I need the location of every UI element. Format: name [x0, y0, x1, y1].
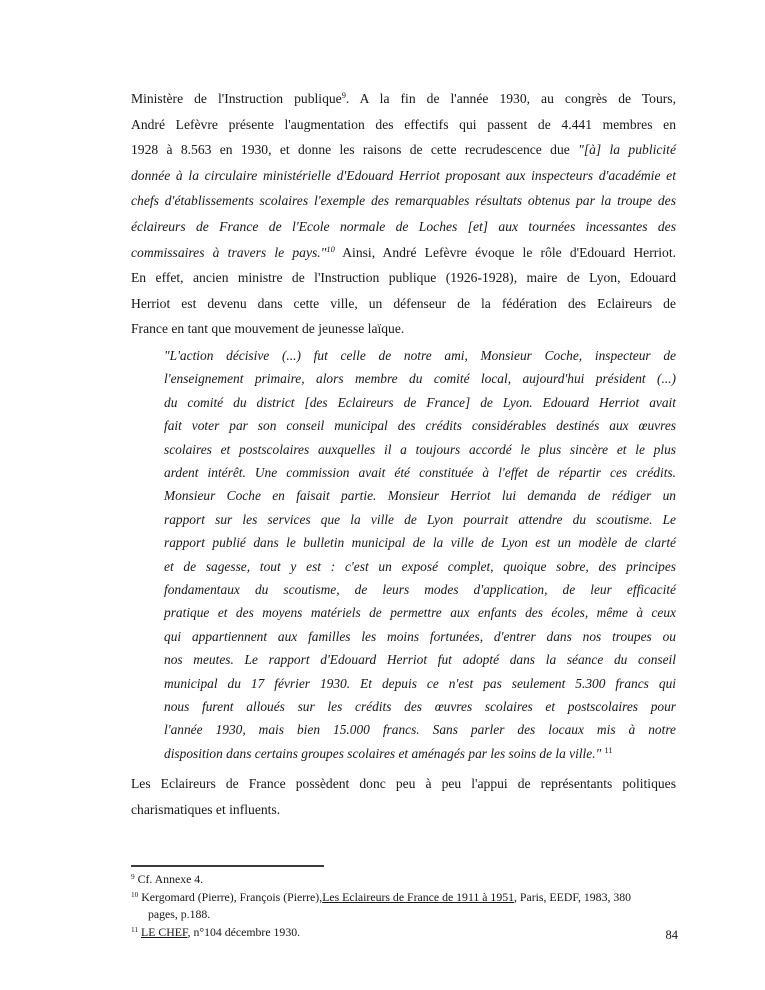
text-segment: rapport publié dans le bulletin municipal de la ville de Lyon est un modèle de clarté — [164, 535, 676, 551]
text-segment: . A la fin de l'année 1930, au congrès de Tours, — [345, 91, 676, 106]
text-line — [164, 367, 676, 390]
text-segment: commissaires à travers le pays." — [131, 244, 327, 260]
text-line — [131, 889, 679, 907]
text-segment: éclaireurs de France de l'Ecole normale de Loches [et] aux tournées incessantes des — [131, 218, 676, 234]
text-segment: Ministère de l'Instruction publique — [131, 91, 342, 106]
footnote-reference: 10 — [326, 243, 335, 254]
underlined-citation: LE CHEF — [140, 925, 188, 940]
text-line — [164, 578, 676, 601]
text-segment: Herriot est devenu dans cette ville, un défenseur de la fédération des Eclaireurs de — [131, 295, 676, 311]
text-line — [131, 906, 679, 924]
text-line — [131, 214, 676, 240]
text-segment: charismatiques et influents. — [131, 801, 281, 817]
text-line — [164, 718, 676, 741]
footnote-reference: 11 — [604, 746, 613, 756]
text-segment: pratique et des moyens matériels de permettre aux enfants des écoles, même à ceux — [164, 605, 676, 621]
footnote-reference: 10 — [131, 889, 139, 899]
text-line — [164, 695, 676, 718]
text-line — [164, 625, 676, 648]
text-segment: scolaires et postscolaires auxquelles il a toujours accordé le plus sincère et le plus — [164, 441, 676, 457]
text-segment: 1928 à 8.563 en 1930, et donne les raisons de cette recrudescence due — [131, 142, 579, 158]
text-segment: nous furent alloués sur les crédits des œuvres scolaires et postscolaires pour — [164, 699, 676, 715]
footnote-reference: 11 — [131, 925, 139, 935]
footnotes-section — [131, 865, 679, 942]
text-line — [131, 871, 679, 889]
text-line — [164, 742, 676, 765]
text-segment: l'enseignement primaire, alors membre du comité local, aujourd'hui président (...) — [164, 371, 676, 387]
text-line — [131, 112, 676, 138]
text-segment: disposition dans certains groupes scolaires et aménagés par les soins de la ville." — [164, 745, 605, 761]
underlined-citation: Les Eclaireurs de France de 1911 à 1951 — [322, 889, 515, 904]
text-line — [131, 240, 676, 266]
text-line — [131, 291, 676, 317]
text-segment: "L'action décisive (...) fut celle de notre ami, Monsieur Coche, inspecteur de — [164, 347, 676, 363]
text-line — [164, 648, 676, 671]
text-segment: nos meutes. Le rapport d'Edouard Herriot fut adopté dans la séance du conseil — [164, 652, 676, 668]
page-number: 84 — [665, 928, 678, 942]
text-line — [131, 265, 676, 291]
text-line — [131, 188, 676, 214]
text-segment: du comité du district [des Eclaireurs de France] de Lyon. Edouard Herriot avait — [164, 394, 676, 410]
text-line — [164, 461, 676, 484]
text-line — [164, 531, 676, 554]
text-line — [131, 771, 676, 797]
text-segment: "[à] la publicité — [578, 142, 676, 158]
text-line — [131, 924, 679, 942]
blockquote-herriot-report — [164, 344, 676, 765]
text-line — [164, 484, 676, 507]
text-segment: fait voter par son conseil municipal des crédits considérables destinés aux œuvres — [164, 418, 676, 434]
text-segment: En effet, ancien ministre de l'Instruction publique (1926-1928), maire de Lyon, Edouard — [131, 270, 676, 286]
body-text — [131, 86, 676, 822]
text-segment: Cf. Annexe 4. — [134, 872, 204, 886]
text-line — [131, 137, 676, 163]
text-line — [164, 344, 676, 367]
text-segment: Kergomard (Pierre), François (Pierre), — [138, 889, 323, 904]
text-line — [164, 672, 676, 695]
text-line — [164, 391, 676, 414]
paragraph-intro — [131, 86, 676, 342]
text-segment: ardent intérêt. Une commission avait été constituée à l'effet de répartir ces crédits. — [164, 464, 676, 480]
text-segment: Ainsi, André Lefèvre évoque le rôle d'Edouard Herriot. — [334, 244, 677, 260]
text-segment: , Paris, EEDF, 1983, 380 — [514, 889, 632, 904]
text-segment: , n°104 décembre 1930. — [187, 925, 301, 940]
footnote-reference: 9 — [341, 90, 346, 101]
text-segment: chefs d'établissements scolaires l'exemple des remarquables résultats obtenus par la troupe des — [131, 193, 676, 209]
text-segment: donnée à la circulaire ministérielle d'Edouard Herriot proposant aux inspecteurs d'académie et — [131, 167, 676, 183]
text-segment: municipal du 17 février 1930. Et depuis ce n'est pas seulement 5.300 francs qui — [164, 675, 676, 691]
text-segment: fondamentaux du scoutisme, de leurs modes d'application, de leur efficacité — [164, 582, 676, 597]
footnote-list — [131, 871, 679, 942]
text-line — [164, 555, 676, 578]
text-line — [131, 797, 676, 823]
paragraph-conclusion — [131, 771, 676, 822]
text-segment: pages, p.188. — [148, 907, 211, 922]
text-line — [131, 163, 676, 189]
text-line — [164, 414, 676, 437]
text-segment: Les Eclaireurs de France possèdent donc peu à peu l'appui de représentants politiques — [131, 776, 676, 792]
text-line — [164, 438, 676, 461]
text-segment: qui appartiennent aux familles les moins fortunées, d'entrer dans nos troupes ou — [164, 628, 676, 644]
text-line — [131, 316, 676, 342]
text-segment: l'année 1930, mais bien 15.000 francs. Sans parler des locaux mis à notre — [164, 722, 676, 738]
text-segment: Monsieur Coche en faisait partie. Monsieur Herriot lui demanda de rédiger un — [164, 488, 676, 504]
footnote-reference: 9 — [131, 871, 135, 881]
text-segment: et de sagesse, tout y est : c'est un exposé complet, quoique sobre, des principes — [164, 558, 676, 574]
text-line — [131, 86, 676, 112]
text-segment: rapport sur les services que la ville de Lyon pourrait attendre du scoutisme. Le — [164, 511, 676, 527]
text-line — [164, 601, 676, 624]
text-segment: France en tant que mouvement de jeunesse laïque. — [131, 321, 405, 337]
text-segment: André Lefèvre présente l'augmentation des effectifs qui passent de 4.441 membres en — [131, 116, 676, 132]
text-line — [164, 508, 676, 531]
footnote-separator-rule — [131, 865, 324, 867]
